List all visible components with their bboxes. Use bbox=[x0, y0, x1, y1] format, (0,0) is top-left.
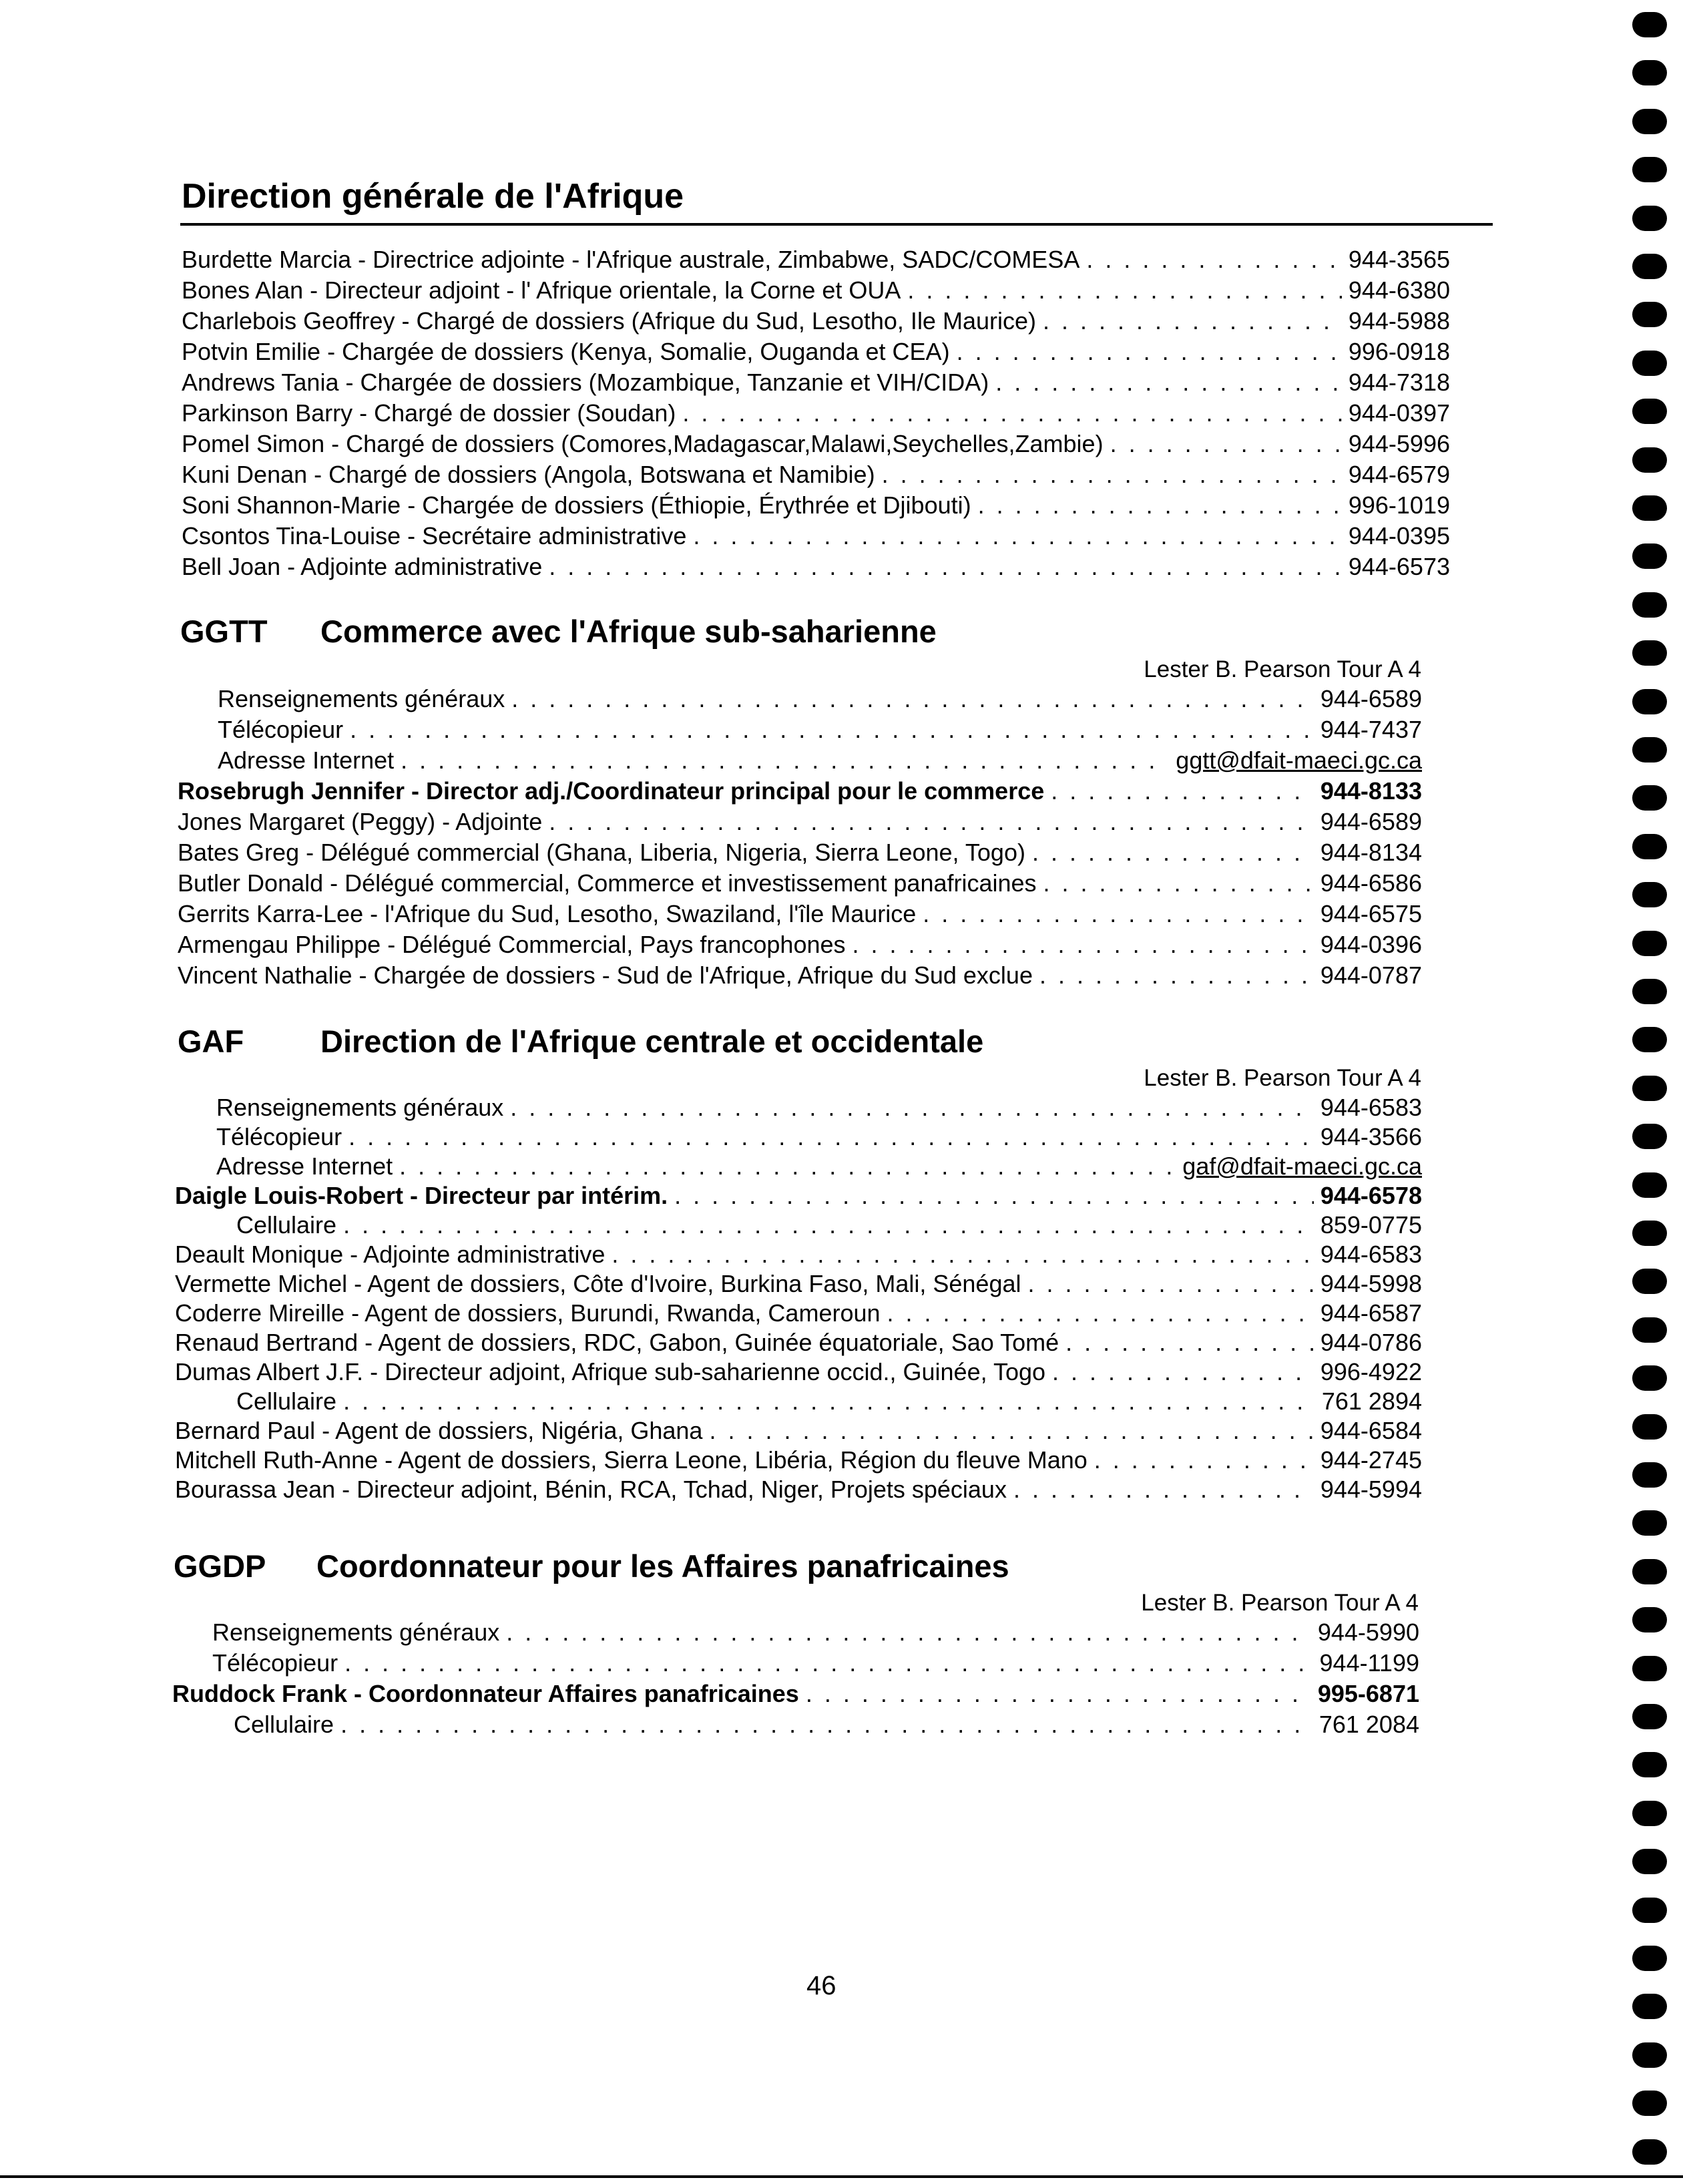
row-phone: 944-7437 bbox=[1320, 716, 1422, 743]
row-label: Andrews Tania - Chargée de dossiers (Mozambique, Tanzanie et VIH/CIDA) bbox=[182, 369, 989, 396]
row-phone: 944-5998 bbox=[1320, 1270, 1422, 1297]
row-phone: 944-6575 bbox=[1320, 900, 1422, 927]
binder-hole bbox=[1632, 302, 1667, 327]
binder-hole bbox=[1632, 1221, 1667, 1246]
row-label: Télécopieur bbox=[216, 1123, 342, 1150]
row-phone: 944-6573 bbox=[1348, 553, 1450, 580]
row-phone: 944-6586 bbox=[1320, 869, 1422, 897]
directory-row bbox=[218, 746, 1422, 775]
row-phone: 944-5996 bbox=[1348, 430, 1450, 457]
binder-holes bbox=[1603, 0, 1683, 2184]
directory-row bbox=[175, 1357, 1422, 1387]
section-location: Lester B. Pearson Tour A 4 bbox=[1141, 1590, 1419, 1616]
row-phone: 996-1019 bbox=[1348, 491, 1450, 519]
row-phone: 944-0787 bbox=[1320, 961, 1422, 989]
dot-leader bbox=[1065, 1328, 1314, 1357]
row-phone: 944-7318 bbox=[1348, 369, 1450, 396]
dot-leader bbox=[511, 684, 1314, 714]
row-label: Pomel Simon - Chargé de dossiers (Comores,Madagascar,Malawi,Seychelles,Zambie) bbox=[182, 430, 1104, 457]
row-phone: 944-2745 bbox=[1320, 1446, 1422, 1474]
row-label: Potvin Emilie - Chargée de dossiers (Kenya, Somalie, Ouganda et CEA) bbox=[182, 338, 950, 365]
directory-row bbox=[175, 1416, 1422, 1446]
directory-row bbox=[236, 1211, 1422, 1240]
section-name: Direction de l'Afrique centrale et occidentale bbox=[320, 1024, 984, 1059]
section-heading-gaf bbox=[178, 1023, 1112, 1060]
directory-row bbox=[178, 777, 1422, 806]
directory-row bbox=[212, 1618, 1419, 1647]
section-name: Commerce avec l'Afrique sub-saharienne bbox=[320, 614, 937, 649]
binder-hole bbox=[1632, 2091, 1667, 2116]
dot-leader bbox=[1013, 1475, 1314, 1504]
directory-row bbox=[172, 1679, 1419, 1709]
directory-row bbox=[216, 1152, 1422, 1181]
directory-row bbox=[178, 899, 1422, 929]
directory-row bbox=[175, 1328, 1422, 1357]
dot-leader bbox=[1110, 429, 1342, 459]
row-label: Cellulaire bbox=[236, 1211, 337, 1239]
dot-leader bbox=[806, 1679, 1311, 1709]
dot-leader bbox=[923, 899, 1314, 929]
page-number: 46 bbox=[806, 1971, 836, 2000]
row-phone: 761 2084 bbox=[1318, 1711, 1419, 1738]
dot-leader bbox=[907, 276, 1341, 305]
row-phone: 944-6579 bbox=[1348, 461, 1450, 488]
dot-leader bbox=[887, 1299, 1314, 1328]
dot-leader bbox=[1052, 1357, 1314, 1387]
binder-hole bbox=[1632, 1317, 1667, 1343]
binder-hole bbox=[1632, 2139, 1667, 2165]
binder-hole bbox=[1632, 1414, 1667, 1440]
row-label: Ruddock Frank - Coordonnateur Affaires panafricaines bbox=[172, 1680, 799, 1707]
row-phone: 944-6589 bbox=[1320, 808, 1422, 835]
row-phone: 944-3566 bbox=[1320, 1123, 1422, 1150]
directory-row bbox=[182, 306, 1450, 336]
row-phone: 944-6587 bbox=[1320, 1299, 1422, 1327]
directory-row bbox=[234, 1710, 1419, 1739]
directory-row bbox=[175, 1475, 1422, 1504]
row-label: Renaud Bertrand - Agent de dossiers, RDC, Gabon, Guinée équatoriale, Sao Tomé bbox=[175, 1329, 1059, 1356]
binder-hole bbox=[1632, 1946, 1667, 1971]
row-phone: 944-8134 bbox=[1320, 839, 1422, 866]
directory-row bbox=[182, 399, 1450, 428]
row-label: Bourassa Jean - Directeur adjoint, Bénin, RCA, Tchad, Niger, Projets spéciaux bbox=[175, 1476, 1007, 1503]
binder-hole bbox=[1632, 931, 1667, 956]
row-phone: 944-0395 bbox=[1348, 522, 1450, 550]
page-title: Direction générale de l'Afrique bbox=[182, 177, 684, 216]
dot-leader bbox=[343, 1387, 1315, 1416]
row-label: Csontos Tina-Louise - Secrétaire administrative bbox=[182, 522, 687, 550]
row-label: Adresse Internet bbox=[218, 746, 395, 774]
row-phone: 944-6380 bbox=[1348, 276, 1450, 304]
email-link[interactable]: ggtt@dfait-maeci.gc.ca bbox=[1176, 746, 1422, 774]
section-location: Lester B. Pearson Tour A 4 bbox=[1144, 656, 1421, 682]
dot-leader bbox=[350, 715, 1314, 744]
directory-row bbox=[175, 1240, 1422, 1269]
binder-hole bbox=[1632, 2042, 1667, 2068]
row-label: Soni Shannon-Marie - Chargée de dossiers (Éthiopie, Érythrée et Djibouti) bbox=[182, 491, 971, 519]
dot-leader bbox=[401, 746, 1169, 775]
binder-hole bbox=[1632, 1801, 1667, 1826]
dot-leader bbox=[549, 807, 1314, 837]
row-label: Butler Donald - Délégué commercial, Commerce et investissement panafricaines bbox=[178, 869, 1037, 897]
dot-leader bbox=[506, 1618, 1311, 1647]
row-phone: 944-8133 bbox=[1320, 777, 1422, 805]
binder-hole bbox=[1632, 1365, 1667, 1391]
directory-row bbox=[182, 337, 1450, 367]
dot-leader bbox=[612, 1240, 1314, 1269]
row-label: Deault Monique - Adjointe administrative bbox=[175, 1241, 606, 1268]
dot-leader bbox=[510, 1093, 1314, 1122]
binder-hole bbox=[1632, 737, 1667, 762]
dot-leader bbox=[674, 1181, 1314, 1211]
dot-leader bbox=[344, 1649, 1312, 1678]
binder-hole bbox=[1632, 447, 1667, 473]
section-location: Lester B. Pearson Tour A 4 bbox=[1144, 1065, 1421, 1091]
directory-row bbox=[216, 1122, 1422, 1152]
row-label: Cellulaire bbox=[234, 1711, 334, 1738]
row-label: Coderre Mireille - Agent de dossiers, Burundi, Rwanda, Cameroun bbox=[175, 1299, 881, 1327]
row-phone: 944-6583 bbox=[1320, 1241, 1422, 1268]
dot-leader bbox=[343, 1211, 1314, 1240]
binder-hole bbox=[1632, 979, 1667, 1004]
directory-row bbox=[236, 1387, 1422, 1416]
row-phone: 944-6578 bbox=[1320, 1182, 1422, 1209]
section-name: Coordonnateur pour les Affaires panafricaines bbox=[316, 1548, 1009, 1584]
directory-row bbox=[182, 460, 1450, 489]
row-phone: 944-5990 bbox=[1317, 1618, 1419, 1646]
dot-leader bbox=[1094, 1446, 1314, 1475]
dot-leader bbox=[957, 337, 1342, 367]
row-label: Renseignements généraux bbox=[218, 685, 505, 712]
row-phone: 944-3565 bbox=[1348, 246, 1450, 273]
row-label: Burdette Marcia - Directrice adjointe - l'Afrique australe, Zimbabwe, SADC/COMESA bbox=[182, 246, 1080, 273]
binder-hole bbox=[1632, 157, 1667, 182]
row-phone: 761 2894 bbox=[1321, 1387, 1422, 1415]
row-label: Gerrits Karra-Lee - l'Afrique du Sud, Lesotho, Swaziland, l'île Maurice bbox=[178, 900, 917, 927]
binder-hole bbox=[1632, 1124, 1667, 1149]
directory-row bbox=[182, 276, 1450, 305]
row-label: Bell Joan - Adjointe administrative bbox=[182, 553, 543, 580]
dot-leader bbox=[693, 521, 1342, 551]
binder-hole bbox=[1632, 834, 1667, 859]
binder-hole bbox=[1632, 206, 1667, 231]
directory-row bbox=[178, 807, 1422, 837]
row-phone: 944-6583 bbox=[1320, 1094, 1422, 1121]
dot-leader bbox=[882, 460, 1342, 489]
row-label: Mitchell Ruth-Anne - Agent de dossiers, Sierra Leone, Libéria, Région du fleuve Mano bbox=[175, 1446, 1088, 1474]
row-phone: 944-0786 bbox=[1320, 1329, 1422, 1356]
binder-hole bbox=[1632, 543, 1667, 569]
directory-row bbox=[212, 1649, 1419, 1678]
row-label: Vincent Nathalie - Chargée de dossiers - Sud de l'Afrique, Afrique du Sud exclue bbox=[178, 961, 1033, 989]
binder-hole bbox=[1632, 1607, 1667, 1632]
directory-row bbox=[182, 429, 1450, 459]
row-label: Vermette Michel - Agent de dossiers, Côte d'Ivoire, Burkina Faso, Mali, Sénégal bbox=[175, 1270, 1021, 1297]
binder-hole bbox=[1632, 254, 1667, 279]
directory-row bbox=[175, 1181, 1422, 1211]
dot-leader bbox=[1039, 961, 1314, 990]
row-label: Adresse Internet bbox=[216, 1152, 393, 1180]
row-phone: 996-0918 bbox=[1348, 338, 1450, 365]
row-label: Bates Greg - Délégué commercial (Ghana, Liberia, Nigeria, Sierra Leone, Togo) bbox=[178, 839, 1025, 866]
row-phone: 944-5988 bbox=[1348, 307, 1450, 335]
row-label: Bernard Paul - Agent de dossiers, Nigéria, Ghana bbox=[175, 1417, 703, 1444]
dot-leader bbox=[1086, 245, 1342, 274]
row-label: Télécopieur bbox=[212, 1649, 338, 1677]
dot-leader bbox=[1043, 306, 1342, 336]
row-label: Parkinson Barry - Chargé de dossier (Soudan) bbox=[182, 399, 676, 427]
binder-hole bbox=[1632, 1269, 1667, 1294]
directory-row bbox=[178, 838, 1422, 867]
directory-row bbox=[178, 961, 1422, 990]
dot-leader bbox=[1028, 1269, 1314, 1299]
row-phone: 944-6584 bbox=[1320, 1417, 1422, 1444]
row-phone: 944-6589 bbox=[1320, 685, 1422, 712]
row-phone: 996-4922 bbox=[1320, 1358, 1422, 1385]
directory-row bbox=[182, 368, 1450, 397]
binder-hole bbox=[1632, 1172, 1667, 1198]
row-label: Kuni Denan - Chargé de dossiers (Angola, Botswana et Namibie) bbox=[182, 461, 875, 488]
binder-hole bbox=[1632, 1752, 1667, 1777]
binder-hole bbox=[1632, 689, 1667, 714]
title-rule bbox=[180, 223, 1493, 226]
row-label: Daigle Louis-Robert - Directeur par intérim. bbox=[175, 1182, 668, 1209]
dot-leader bbox=[682, 399, 1342, 428]
directory-row bbox=[182, 521, 1450, 551]
row-label: Rosebrugh Jennifer - Director adj./Coordinateur principal pour le commerce bbox=[178, 777, 1045, 805]
binder-hole bbox=[1632, 1994, 1667, 2019]
binder-hole bbox=[1632, 1462, 1667, 1488]
directory-row bbox=[175, 1446, 1422, 1475]
row-label: Armengau Philippe - Délégué Commercial, Pays francophones bbox=[178, 931, 846, 958]
binder-hole bbox=[1632, 1898, 1667, 1923]
dot-leader bbox=[978, 491, 1342, 520]
row-phone: 944-1199 bbox=[1319, 1649, 1419, 1677]
binder-hole bbox=[1632, 399, 1667, 424]
row-phone: 944-0396 bbox=[1320, 931, 1422, 958]
binder-hole bbox=[1632, 1559, 1667, 1584]
directory-row bbox=[182, 491, 1450, 520]
binder-hole bbox=[1632, 60, 1667, 85]
binder-hole bbox=[1632, 1027, 1667, 1052]
row-label: Dumas Albert J.F. - Directeur adjoint, Afrique sub-saharienne occid., Guinée, Togo bbox=[175, 1358, 1046, 1385]
directory-row bbox=[175, 1299, 1422, 1328]
section-code: GGDP bbox=[174, 1548, 266, 1584]
section-heading-ggtt bbox=[180, 613, 1115, 650]
binder-hole bbox=[1632, 109, 1667, 134]
dot-leader bbox=[1043, 869, 1314, 898]
binder-hole bbox=[1632, 12, 1667, 37]
dot-leader bbox=[995, 368, 1342, 397]
section-code: GGTT bbox=[180, 614, 268, 649]
directory-row bbox=[178, 930, 1422, 959]
dot-leader bbox=[340, 1710, 1312, 1739]
directory-row bbox=[178, 869, 1422, 898]
binder-hole bbox=[1632, 785, 1667, 811]
row-label: Télécopieur bbox=[218, 716, 344, 743]
binder-hole bbox=[1632, 351, 1667, 376]
directory-row bbox=[182, 552, 1450, 582]
binder-hole bbox=[1632, 1076, 1667, 1101]
email-link[interactable]: gaf@dfait-maeci.gc.ca bbox=[1182, 1152, 1422, 1180]
section-heading-ggdp bbox=[174, 1548, 1108, 1585]
directory-row bbox=[218, 715, 1422, 744]
dot-leader bbox=[399, 1152, 1176, 1181]
row-label: Bones Alan - Directeur adjoint - l' Afrique orientale, la Corne et OUA bbox=[182, 276, 901, 304]
bottom-rule bbox=[0, 2175, 1683, 2178]
dot-leader bbox=[853, 930, 1314, 959]
binder-hole bbox=[1632, 1849, 1667, 1874]
binder-hole bbox=[1632, 1704, 1667, 1729]
row-phone: 944-5994 bbox=[1320, 1476, 1422, 1503]
directory-row bbox=[218, 684, 1422, 714]
directory-row bbox=[182, 245, 1450, 274]
dot-leader bbox=[348, 1122, 1314, 1152]
binder-hole bbox=[1632, 640, 1667, 666]
row-label: Renseignements généraux bbox=[212, 1618, 500, 1646]
row-phone: 944-0397 bbox=[1348, 399, 1450, 427]
row-label: Jones Margaret (Peggy) - Adjointe bbox=[178, 808, 543, 835]
row-label: Charlebois Geoffrey - Chargé de dossiers (Afrique du Sud, Lesotho, Ile Maurice) bbox=[182, 307, 1036, 335]
directory-row bbox=[175, 1269, 1422, 1299]
dot-leader bbox=[1032, 838, 1314, 867]
row-label: Cellulaire bbox=[236, 1387, 337, 1415]
row-phone: 859-0775 bbox=[1320, 1211, 1422, 1239]
binder-hole bbox=[1632, 495, 1667, 521]
row-phone: 995-6871 bbox=[1317, 1680, 1419, 1707]
section-code: GAF bbox=[178, 1024, 244, 1059]
dot-leader bbox=[1051, 777, 1314, 806]
binder-hole bbox=[1632, 592, 1667, 618]
dot-leader bbox=[709, 1416, 1313, 1446]
binder-hole bbox=[1632, 882, 1667, 907]
binder-hole bbox=[1632, 1510, 1667, 1536]
dot-leader bbox=[549, 552, 1342, 582]
directory-row bbox=[216, 1093, 1422, 1122]
binder-hole bbox=[1632, 1656, 1667, 1681]
row-label: Renseignements généraux bbox=[216, 1094, 504, 1121]
